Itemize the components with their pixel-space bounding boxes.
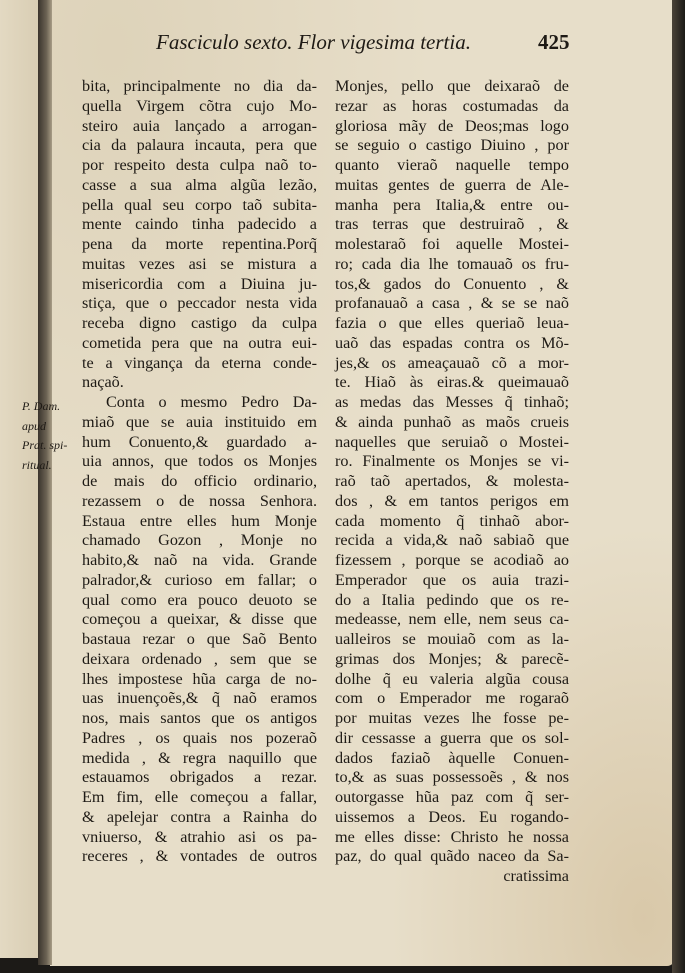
text-line: jes,& os ameaçauaõ cõ a mor- — [335, 353, 569, 372]
page-number: 425 — [538, 30, 570, 54]
text-line: por respeito desta culpa naõ to- — [82, 156, 317, 174]
text-line: dir cessasse a guerra que os sol- — [335, 728, 569, 747]
text-line: medida , & regra naquillo que — [82, 748, 317, 767]
text-line: com o Emperador me rogaraõ — [335, 689, 569, 708]
text-line: quella Virgem cõtra cujo Mo- — [82, 96, 317, 115]
text-line: se seguio o castigo Diuino , por — [335, 136, 569, 155]
text-line: pena da morte repentina.Porq̃ — [82, 235, 317, 253]
text-line: dolhe q̃ eu valeria algũa cousa — [335, 669, 569, 688]
text-line: habito,& naõ na vida. Grande — [82, 551, 317, 569]
text-line: Padres , os quais nos pozeraõ — [82, 728, 317, 747]
text-line: uas inuençoẽs,& q̃ naõ eramos — [82, 689, 317, 708]
text-line: tos,& gados do Conuento , & — [335, 274, 569, 293]
text-line: Monjes, pello que deixaraõ de — [335, 77, 569, 95]
text-line: hum Conuento,& guardado a- — [82, 432, 317, 451]
marginal-note-line: ritual. — [22, 457, 52, 472]
text-line: uissemos a Deos. Eu rogando- — [335, 807, 569, 826]
text-line: stiça, que o peccador nesta vida — [82, 294, 317, 313]
marginal-note-line: P. Dam. — [22, 399, 61, 413]
text-line: uia annos, que todos os Monjes — [82, 452, 317, 471]
book-gutter — [38, 0, 52, 965]
text-line: casse a sua alma algũa lezão, — [82, 175, 317, 194]
text-line: profanauaõ a casa , & se se naõ — [335, 294, 569, 313]
text-line: to,& as suas possessoẽs , & nos — [335, 768, 569, 787]
text-line: fazia o que elles queriaõ leua- — [335, 314, 569, 332]
text-line: lhes impostese hũa carga de no- — [82, 669, 317, 688]
text-line: cada momento q̃ tinhaõ abor- — [335, 511, 569, 530]
previous-page-edge — [0, 0, 40, 958]
text-line: medeasse, nem elle, nem seus ca- — [335, 610, 569, 629]
text-line: bita, principalmente no dia da- — [82, 77, 317, 95]
text-line: fizessem , porque se acodiaõ ao — [335, 551, 569, 569]
text-line: molestaraõ foi aquelle Mostei- — [335, 235, 569, 253]
text-line: recida a vida,& naõ sabiaõ que — [335, 531, 569, 550]
text-line: do a Italia pedindo que os re- — [335, 590, 569, 609]
text-line: começou a queixar, & disse que — [82, 610, 317, 629]
text-line: deixara ordenado , sem que se — [82, 649, 317, 668]
text-line: bastaua rezar o que Saõ Bento — [82, 630, 317, 648]
text-line: paz, do qual quãdo naceo da Sa- — [335, 847, 569, 866]
text-line: gloriosa mãy de Deos;mas logo — [335, 116, 569, 135]
text-line: receba digno castigo da culpa — [82, 314, 317, 332]
text-line: ualleiros se mouiaõ com as la- — [335, 630, 569, 648]
text-line: rezassem o de nossa Senhora. — [82, 491, 317, 510]
text-line: estauamos obrigados a rezar. — [82, 768, 317, 787]
text-line: quanto vieraõ naquelle tempo — [335, 156, 569, 174]
text-column-right — [335, 77, 569, 887]
text-line: chamado Gozon , Monje no — [82, 531, 317, 550]
text-line: por muitas vezes lhe fosse pe- — [335, 709, 569, 727]
text-line: grimas dos Monjes; & parecẽ- — [335, 649, 569, 668]
text-line: te a vingança da eterna conde- — [82, 353, 317, 372]
text-line: steiro auia lançado a arrogan- — [82, 116, 317, 135]
text-line: & ainda punhaõ as maõs crueis — [335, 412, 569, 431]
text-line: dados faziaõ àquelle Conuen- — [335, 748, 569, 767]
text-line: outorgasse hũa paz com q̃ ser- — [335, 788, 569, 806]
text-line: muitas gentes de guerra de Ale- — [335, 175, 569, 194]
text-line: dos , & em tantos perigos em — [335, 491, 569, 510]
text-line: tras terras que destruiraõ , & — [335, 215, 569, 234]
text-line: as medas das Messes q̃ tinhaõ; — [335, 393, 569, 411]
text-line: misericordia com a Diuina ju- — [82, 274, 317, 293]
text-line: & apelejar contra a Rainha do — [82, 807, 317, 826]
text-line: rezar as horas costumadas da — [335, 96, 569, 115]
marginal-note-line: Prat. spi- — [22, 438, 68, 452]
text-line: receres , & vontades de outros — [82, 847, 317, 866]
text-line: cratissima — [503, 867, 569, 885]
text-line: pella qual seu corpo taõ subita- — [82, 195, 317, 214]
text-line: raõ taõ apertados, & molesta- — [335, 472, 569, 490]
text-column-left — [82, 77, 317, 867]
text-line: uaõ das espadas contra os Mõ- — [335, 333, 569, 352]
text-line: qual como era pouco deuoto se — [82, 590, 317, 609]
marginal-citation — [22, 397, 67, 475]
text-line: naçaõ. — [82, 373, 124, 392]
text-line: de mais do officio ordinario, — [82, 472, 317, 490]
text-line: Emperador que os auia trazi- — [335, 570, 569, 589]
text-line: manha pera Italia,& entre ou- — [335, 195, 569, 214]
marginal-note-line: apud — [22, 418, 46, 433]
text-line: cia da palaura incauta, pera que — [82, 136, 317, 155]
text-line: vniuerso, & atrahio asi os pa- — [82, 827, 317, 846]
text-line: cometida pera que na outra eui- — [82, 333, 317, 352]
running-title: Fasciculo sexto. Flor vigesima tertia. — [156, 30, 471, 54]
text-line: ro; cada dia lhe tomauaõ os fru- — [335, 254, 569, 273]
text-line: muitas vezes asi se mistura a — [82, 254, 317, 273]
text-line: ro. Finalmente os Monjes se vi- — [335, 452, 569, 471]
text-line: me elles disse: Christo he nossa — [335, 827, 569, 846]
text-line: mente caindo tinha padecido a — [82, 215, 317, 234]
page-edge-shadow — [672, 0, 685, 973]
text-line: nos, mais santos que os antigos — [82, 709, 317, 727]
text-line: te. Hiaõ às eiras.& queimauaõ — [335, 373, 569, 392]
text-line: Conta o mesmo Pedro Da- — [106, 393, 317, 411]
text-line: Em fim, elle começou a fallar, — [82, 788, 317, 806]
text-line: miaõ que se auia instituido em — [82, 412, 317, 431]
text-line: naquelles que seruiaõ o Mostei- — [335, 432, 569, 451]
text-line: Estaua entre elles hum Monje — [82, 511, 317, 530]
text-line: palrador,& curioso em fallar; o — [82, 570, 317, 589]
